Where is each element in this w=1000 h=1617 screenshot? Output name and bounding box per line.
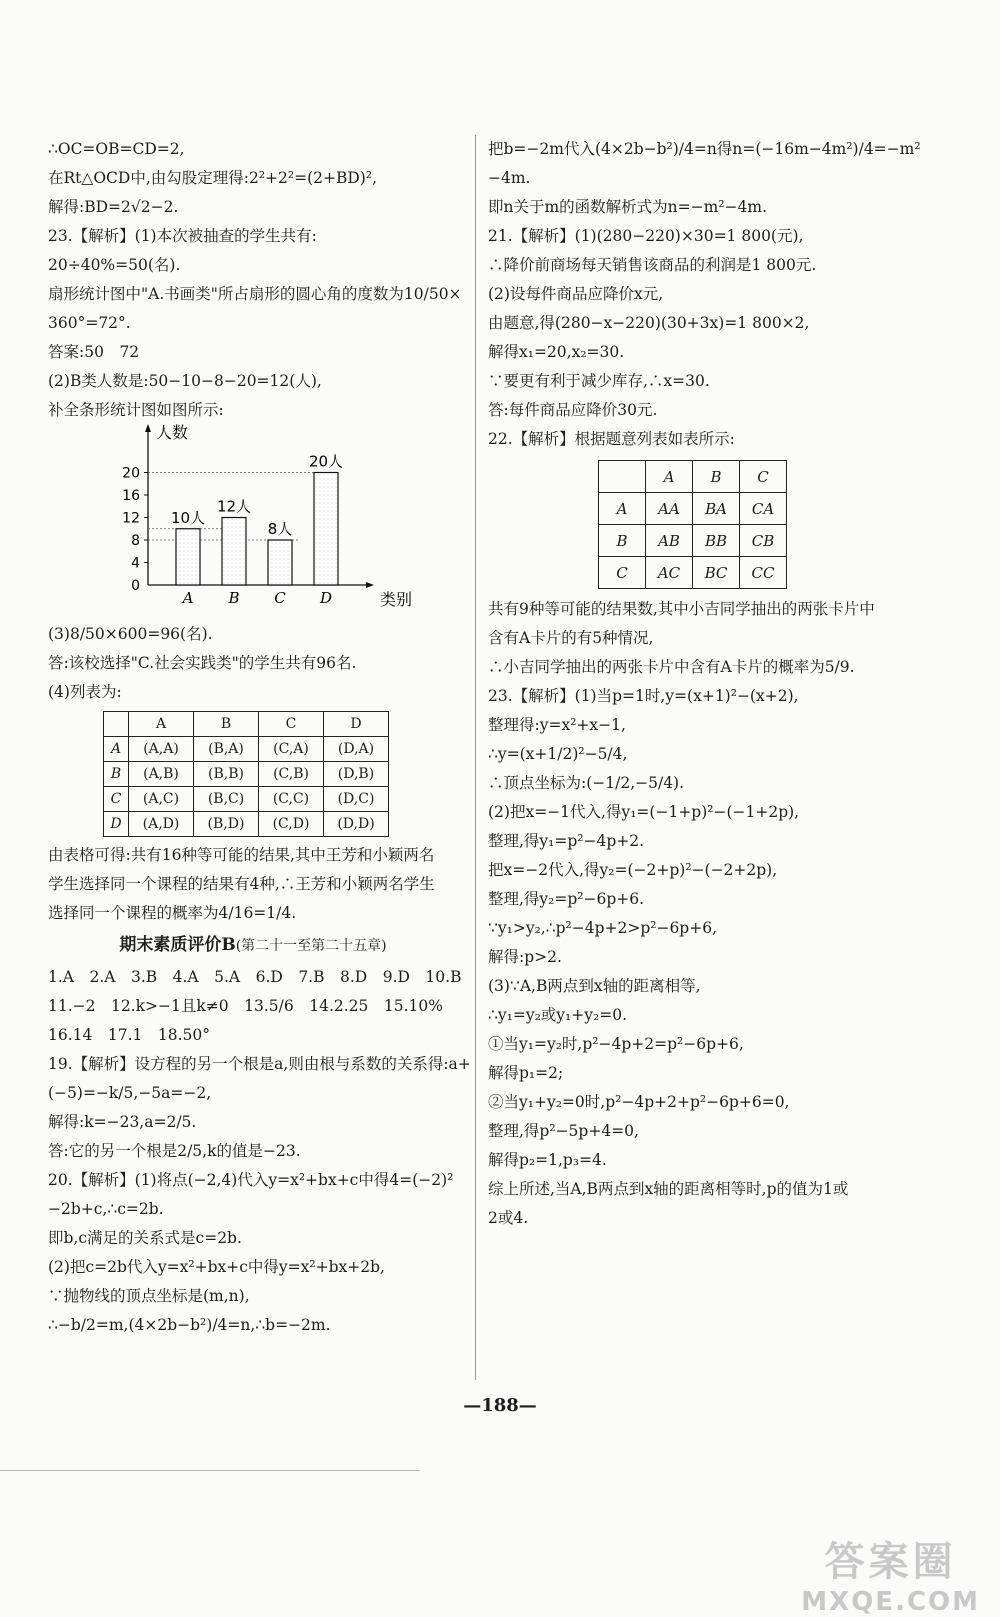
left-line: 23.【解析】(1)本次被抽查的学生共有: [48, 227, 317, 245]
right-bottom-line: (3)∵A,B两点到x轴的距离相等, [488, 977, 701, 995]
x-tick-label: A [182, 589, 194, 607]
left-section-answers [48, 963, 471, 1340]
y-tick-label: 20 [122, 465, 140, 482]
left-after-table-line: 选择同一个课程的概率为4/16=1/4. [48, 904, 297, 922]
right-bottom-line: 含有A卡片的有5种情况, [488, 629, 654, 647]
left-line: 扇形统计图中"A.书画类"所占扇形的圆心角的度数为10/50× [48, 285, 462, 303]
y-tick-label: 8 [131, 533, 140, 549]
left-line: 答案:50 72 [48, 343, 140, 361]
left-section-line: 16.14 17.1 18.50° [48, 1026, 211, 1044]
table-cell: D [324, 712, 389, 737]
table-row [104, 787, 389, 812]
bottom-rule [0, 1470, 420, 1471]
right-top-line: 即n关于m的函数解析式为n=−m²−4m. [488, 198, 768, 216]
table-cell: B [693, 461, 740, 493]
bar-A [176, 529, 200, 585]
x-tick-label: B [228, 589, 240, 607]
table-row [599, 557, 787, 589]
left-section-line: ∴−b/2=m,(4×2b−b²)/4=n,∴b=−2m. [48, 1316, 331, 1334]
left-line: 20÷40%=50(名). [48, 256, 181, 274]
right-top-line: 答:每件商品应降价30元. [488, 401, 658, 419]
left-line: 在Rt△OCD中,由勾股定理得:2²+2²=(2+BD)², [48, 169, 377, 187]
right-top-line: 把b=−2m代入(4×2b−b²)/4=n得n=(−16m−4m²)/4=−m² [488, 140, 921, 158]
table-cell: BB [693, 525, 740, 557]
page-number: —188— [463, 1395, 537, 1416]
table-cell: (A,B) [129, 762, 194, 787]
table-cell: CC [740, 557, 787, 589]
left-after-table-line: 由表格可得:共有16种等可能的结果,其中王芳和小颖两名 [48, 846, 435, 864]
right-top-line: 解得x₁=20,x₂=30. [488, 343, 625, 361]
bar-value-label: 20人 [308, 452, 344, 471]
table-cell: C [104, 787, 129, 812]
table-cell: C [599, 557, 646, 589]
right-bottom-line: (2)把x=−1代入,得y₁=(−1+p)²−(−1+2p), [488, 803, 800, 821]
left-after-table-line: 学生选择同一个课程的结果有4种,∴王芳和小颖两名学生 [48, 875, 435, 893]
section-subtitle: (第二十一至第二十五章) [235, 938, 387, 954]
table-cell: (D,B) [324, 762, 389, 787]
bar-D [314, 473, 338, 586]
column-divider [475, 135, 476, 1380]
left-section-line: ∵抛物线的顶点坐标是(m,n), [48, 1287, 250, 1305]
right-bottom-line: 解得p₂=1,p₃=4. [488, 1151, 607, 1169]
right-bottom-line: ①当y₁=y₂时,p²−4p+2=p²−6p+6, [488, 1035, 744, 1053]
table-cell: CA [740, 493, 787, 525]
right-bottom-line: 2或4. [488, 1209, 529, 1227]
left-after-chart-line: 答:该校选择"C.社会实践类"的学生共有96名. [48, 654, 357, 672]
left-section-line: 解得:k=−23,a=2/5. [48, 1113, 197, 1131]
table-cell: B [104, 762, 129, 787]
section-title [48, 928, 458, 963]
table-row [104, 812, 389, 837]
bar-value-label: 12人 [216, 497, 252, 516]
right-bottom-line: 综上所述,当A,B两点到x轴的距离相等时,p的值为1或 [488, 1180, 849, 1198]
bar-value-label: 8人 [267, 520, 293, 538]
table-cell: A [646, 461, 693, 493]
table-cell: B [599, 525, 646, 557]
left-line: (2)B类人数是:50−10−8−20=12(人), [48, 372, 322, 390]
table-row [599, 525, 787, 557]
x-axis-arrow [366, 582, 374, 588]
table-cell: A [599, 493, 646, 525]
table-cell: D [104, 812, 129, 837]
right-bottom-line: 共有9种等可能的结果数,其中小吉同学抽出的两张卡片中 [488, 600, 875, 618]
bar-value-label: 10人 [170, 508, 206, 527]
left-line: ∴OC=OB=CD=2, [48, 140, 185, 158]
table-cell: (D,D) [324, 812, 389, 837]
right-bottom-line: 整理,得p²−5p+4=0, [488, 1122, 639, 1140]
table-cell: BC [693, 557, 740, 589]
y-axis-arrow [145, 424, 151, 432]
left-section-line: 即b,c满足的关系式是c=2b. [48, 1229, 242, 1247]
right-bottom-line: ∴小吉同学抽出的两张卡片中含有A卡片的概率为5/9. [488, 658, 855, 676]
table-cell: AA [646, 493, 693, 525]
bar-C [268, 540, 292, 585]
table-cell: (C,B) [259, 762, 324, 787]
x-tick-label: D [319, 589, 333, 607]
left-after-chart-line: (3)8/50×600=96(名). [48, 625, 213, 643]
watermark-logo [801, 1530, 980, 1617]
table-cell: (A,C) [129, 787, 194, 812]
table-cell: BA [693, 493, 740, 525]
right-bottom-line: ∴顶点坐标为:(−1/2,−5/4). [488, 774, 685, 792]
right-bottom-line: ∴y₁=y₂或y₁+y₂=0. [488, 1006, 627, 1024]
left-section-line: 答:它的另一个根是2/5,k的值是−23. [48, 1142, 301, 1160]
left-column [48, 135, 471, 1340]
left-section-line: (2)把c=2b代入y=x²+bx+c中得y=x²+bx+2b, [48, 1258, 385, 1276]
x-axis-label: 类别 [380, 590, 413, 609]
watermark-bottom-text: MXQE.COM [801, 1587, 980, 1617]
table-cell: (D,A) [324, 737, 389, 762]
table-cell: (B,A) [194, 737, 259, 762]
y-tick-label: 12 [122, 510, 140, 527]
y-axis-label: 人数 [156, 423, 189, 442]
right-bottom-line: 整理,得y₂=p²−6p+6. [488, 890, 645, 908]
right-column [488, 135, 921, 1233]
left-top-block [48, 135, 462, 425]
right-top-line: −4m. [488, 169, 531, 187]
left-after-chart-line: (4)列表为: [48, 683, 122, 701]
table-cell: A [129, 712, 194, 737]
right-bottom-line: 整理,得y₁=p²−4p+2. [488, 832, 645, 850]
right-top-line: ∵要更有利于减少库存,∴x=30. [488, 372, 710, 390]
left-line: 360°=72°. [48, 314, 131, 332]
table-cell: C [259, 712, 324, 737]
table-cell: CB [740, 525, 787, 557]
x-tick-label: C [274, 589, 286, 607]
bar-B [222, 518, 246, 586]
right-top-line: (2)设每件商品应降价x元, [488, 285, 664, 303]
right-bottom-line: 把x=−2代入,得y₂=(−2+p)²−(−2+2p), [488, 861, 778, 879]
left-after-chart [48, 620, 458, 707]
right-bottom-line: 整理得:y=x²+x−1, [488, 716, 626, 734]
right-bottom-line: ∴y=(x+1/2)²−5/4, [488, 745, 628, 763]
table-cell: (C,D) [259, 812, 324, 837]
right-bottom-line: ∵y₁>y₂,∴p²−4p+2>p²−6p+6, [488, 919, 718, 937]
table-cell: (A,D) [129, 812, 194, 837]
watermark-top-text: 答案圈 [824, 1539, 957, 1585]
table-cell: C [740, 461, 787, 493]
card-combination-table [598, 460, 787, 589]
left-section-line: 20.【解析】(1)将点(−2,4)代入y=x²+bx+c中得4=(−2)² [48, 1171, 454, 1189]
table-cell: (D,C) [324, 787, 389, 812]
section-title-text: 期末素质评价B [119, 935, 236, 955]
y-tick-label: 4 [131, 555, 140, 572]
table-cell: AC [646, 557, 693, 589]
left-section-line: (−5)=−k/5,−5a=−2, [48, 1084, 212, 1102]
table-row [104, 737, 389, 762]
right-bottom-line: 23.【解析】(1)当p=1时,y=(x+1)²−(x+2), [488, 687, 799, 705]
right-top-line: 22.【解析】根据题意列表如表所示: [488, 430, 735, 448]
table-row [104, 762, 389, 787]
right-bottom-line: 解得:p>2. [488, 948, 562, 966]
table-cell: (C,C) [259, 787, 324, 812]
table-row [104, 712, 389, 737]
right-top-block [488, 135, 921, 454]
left-after-table [48, 841, 458, 928]
right-top-line: 由题意,得(280−x−220)(30+3x)=1 800×2, [488, 314, 810, 332]
table-cell: (B,B) [194, 762, 259, 787]
bar-chart [98, 423, 413, 620]
table-cell: (C,A) [259, 737, 324, 762]
combination-table-4x4 [103, 711, 389, 837]
right-bottom-block [488, 595, 918, 1233]
right-bottom-line: ②当y₁+y₂=0时,p²−4p+2+p²−6p+6=0, [488, 1093, 790, 1111]
y-tick-label: 0 [131, 578, 140, 594]
table-cell: AB [646, 525, 693, 557]
right-bottom-line: 解得p₁=2; [488, 1064, 564, 1082]
left-section-line: −2b+c,∴c=2b. [48, 1200, 164, 1218]
left-section-line: 1.A 2.A 3.B 4.A 5.A 6.D 7.B 8.D 9.D 10.B [48, 968, 462, 986]
right-top-line: 21.【解析】(1)(280−220)×30=1 800(元), [488, 227, 804, 245]
right-top-line: ∴降价前商场每天销售该商品的利润是1 800元. [488, 256, 817, 274]
left-line: 解得:BD=2√2−2. [48, 198, 179, 216]
table-cell [599, 461, 646, 493]
table-cell: (B,C) [194, 787, 259, 812]
table-cell: (B,D) [194, 812, 259, 837]
table-row [599, 493, 787, 525]
y-tick-label: 16 [122, 488, 140, 504]
table-cell: (A,A) [129, 737, 194, 762]
table-cell: B [194, 712, 259, 737]
left-section-line: 19.【解析】设方程的另一个根是a,则由根与系数的关系得:a+ [48, 1055, 471, 1073]
left-section-line: 11.−2 12.k>−1且k≠0 13.5/6 14.2.25 15.10% [48, 997, 443, 1015]
table-row [599, 461, 787, 493]
table-cell: A [104, 737, 129, 762]
left-line: 补全条形统计图如图所示: [48, 401, 224, 419]
table-cell [104, 712, 129, 737]
